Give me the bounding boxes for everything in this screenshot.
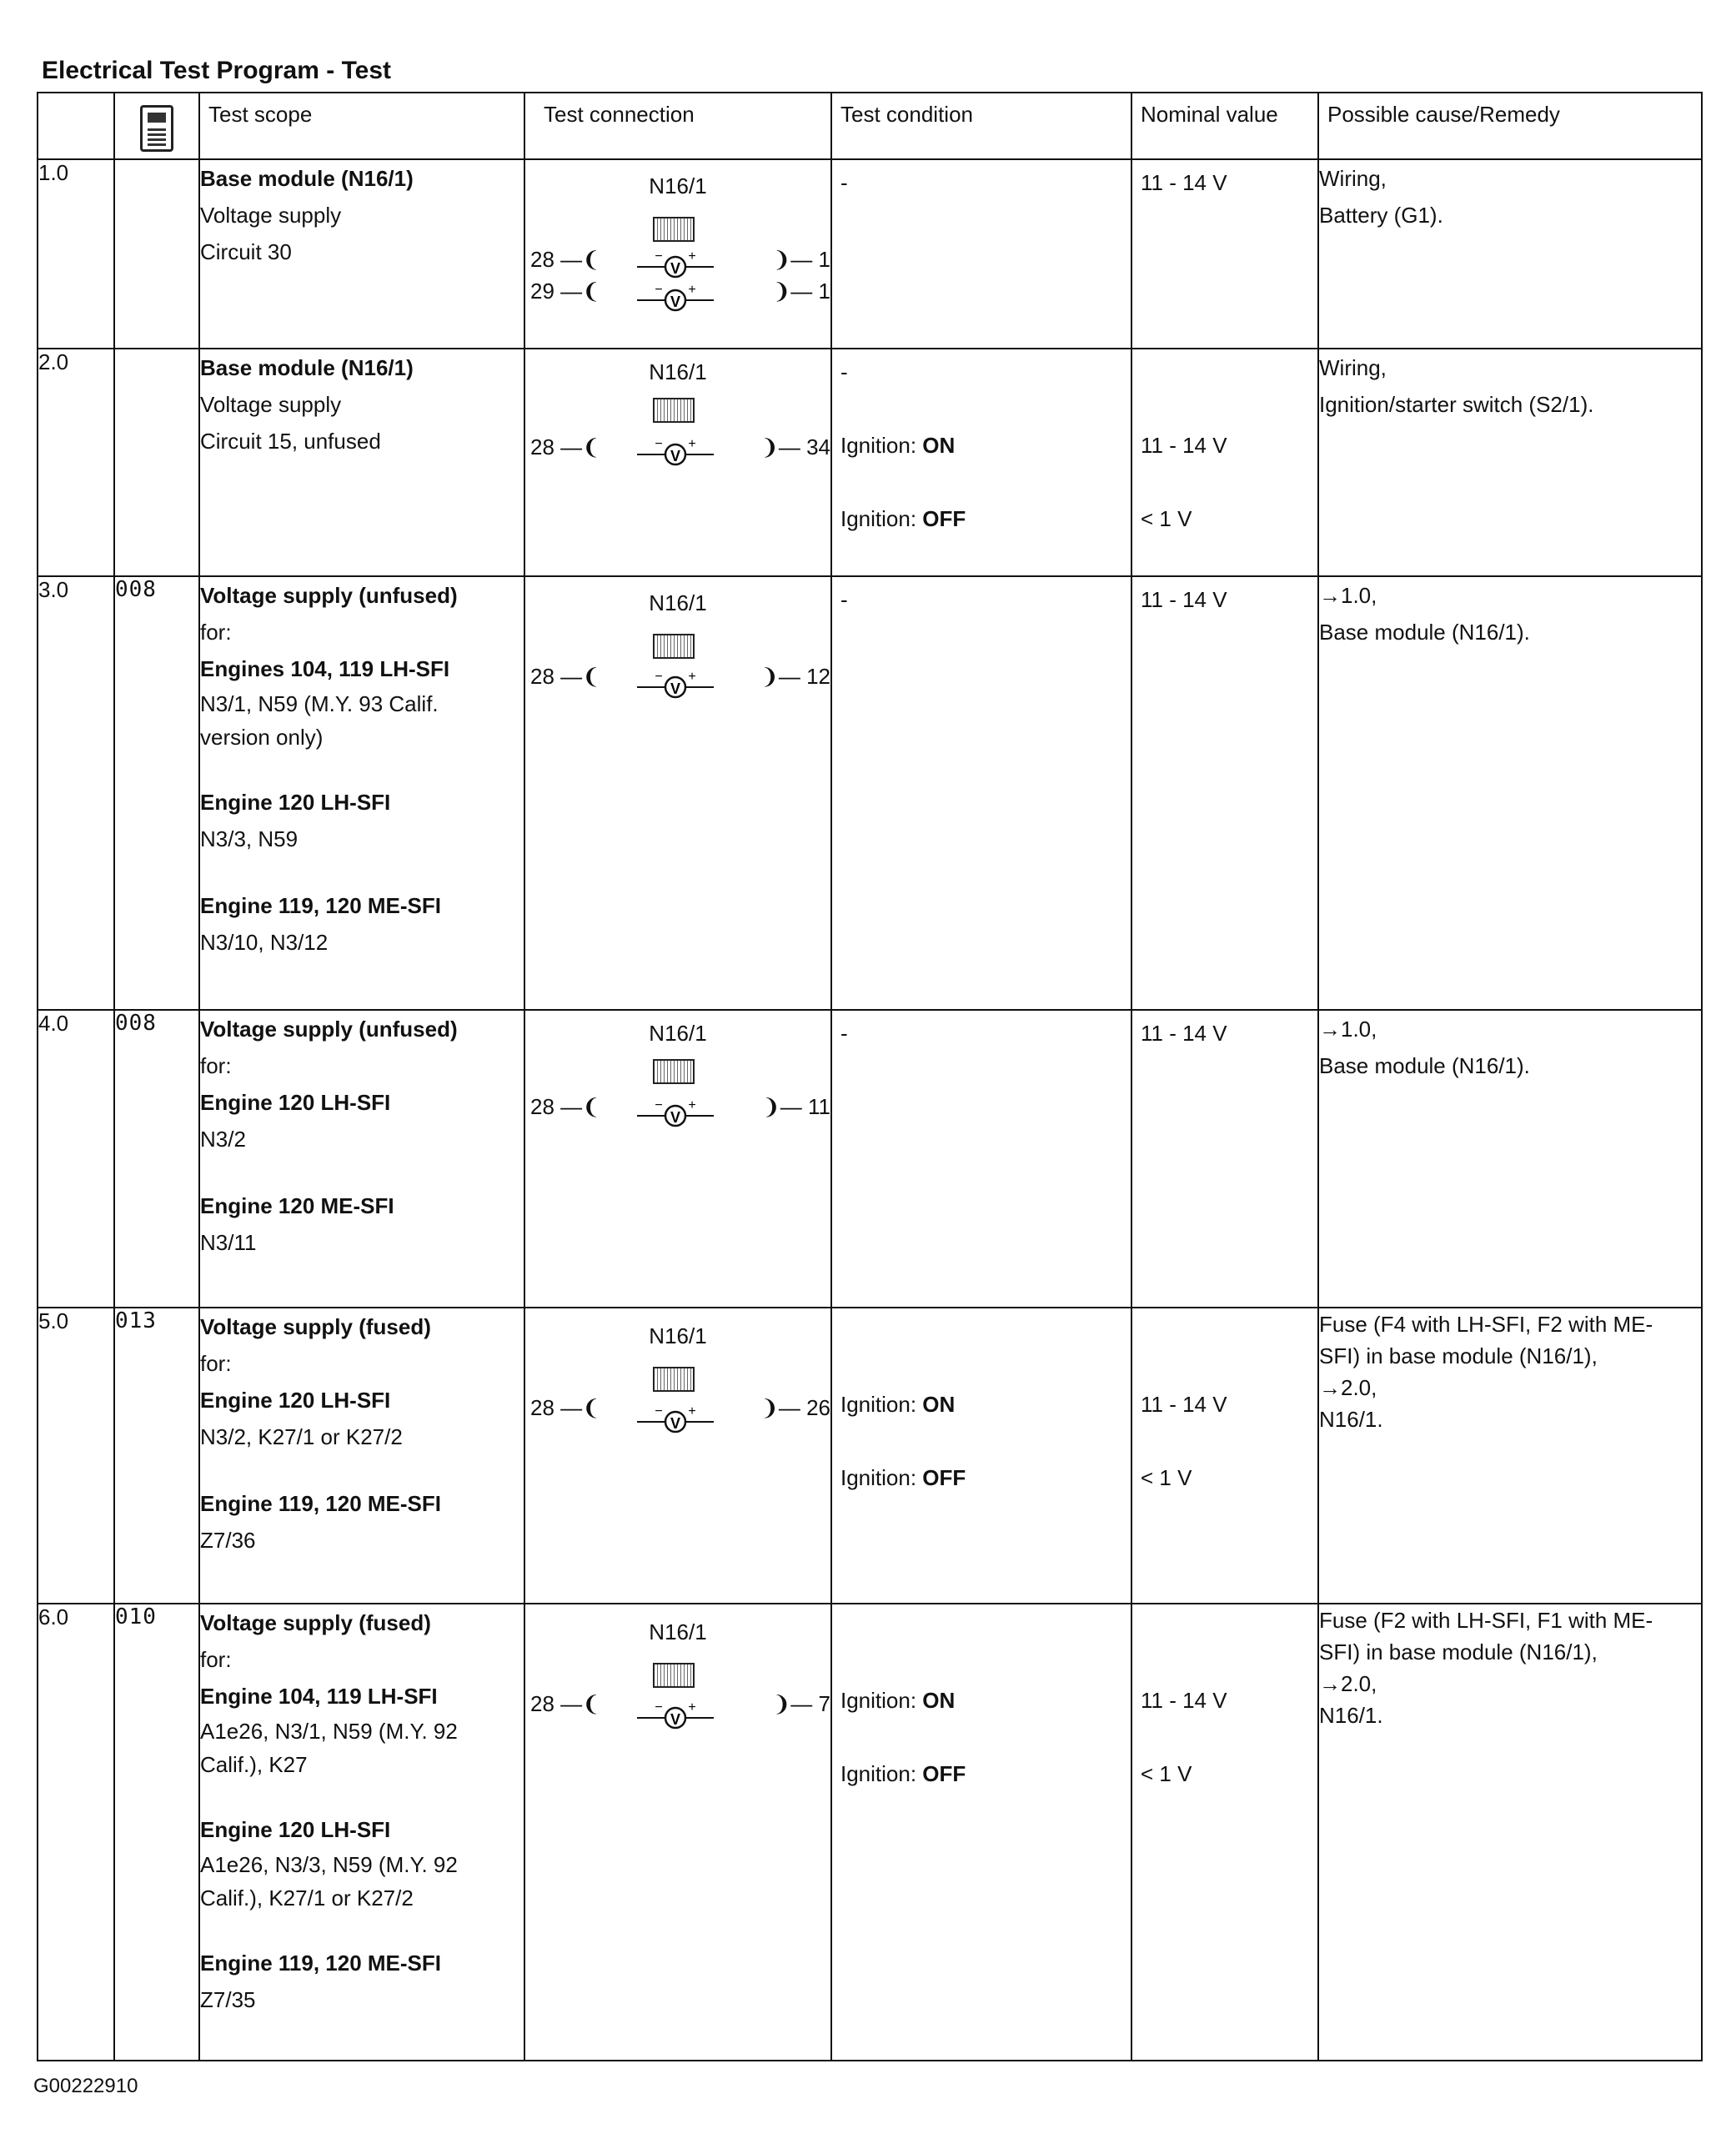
header-cause: Possible cause/Remedy — [1318, 93, 1702, 159]
nominal-value: 11 - 14 V — [1131, 159, 1318, 349]
test-connection: N16/1 28 —❨ ❩— 11 V − + — [524, 1010, 831, 1308]
test-condition: - — [831, 159, 1131, 349]
fault-code — [114, 349, 199, 576]
svg-text:+: + — [688, 1097, 696, 1112]
step-number: 5.0 — [38, 1308, 114, 1604]
voltmeter-icon — [634, 249, 717, 324]
fault-code: 008 — [114, 1010, 199, 1308]
svg-text:+: + — [688, 1700, 696, 1715]
fault-code: 013 — [114, 1308, 199, 1604]
test-condition: Ignition: ON Ignition: OFF — [831, 1604, 1131, 2061]
table-row — [38, 1308, 1702, 1604]
test-table — [37, 92, 1703, 2061]
step-number: 2.0 — [38, 349, 114, 576]
test-connection: N16/1 28 —❨ ❩— 26 V − + — [524, 1308, 831, 1604]
fault-code: 010 — [114, 1604, 199, 2061]
voltmeter-icon — [634, 1400, 717, 1442]
control-module-icon — [653, 217, 695, 242]
nominal-value: 11 - 14 V — [1131, 1010, 1318, 1308]
possible-cause: Fuse (F2 with LH-SFI, F1 with ME- SFI) in base module (N16/1), →2.0, N16/1. — [1318, 1604, 1702, 2061]
svg-text:+: + — [688, 437, 696, 452]
test-connection: N16/1 28 —❨ ❩— 34 V − + — [524, 349, 831, 576]
svg-text:+: + — [688, 283, 696, 298]
table-row — [38, 159, 1702, 349]
step-number: 4.0 — [38, 1010, 114, 1308]
svg-text:V: V — [670, 1711, 681, 1729]
svg-text:+: + — [688, 1403, 696, 1418]
nominal-value: 11 - 14 V — [1131, 576, 1318, 1010]
possible-cause: Wiring, Battery (G1). — [1318, 159, 1702, 349]
svg-text:−: − — [655, 669, 663, 684]
svg-text:−: − — [655, 1700, 663, 1715]
test-connection: N16/1 28 —❨ 29 —❨ ❩— 1 ❩— 1 V − + V − + — [524, 159, 831, 349]
svg-text:−: − — [655, 283, 663, 298]
nominal-value: 11 - 14 V < 1 V — [1131, 349, 1318, 576]
nominal-value: 11 - 14 V < 1 V — [1131, 1308, 1318, 1604]
possible-cause: →1.0, Base module (N16/1). — [1318, 576, 1702, 1010]
step-number: 3.0 — [38, 576, 114, 1010]
test-scope: Voltage supply (fused) for: Engine 120 LH-SFI N3/2, K27/1 or K27/2 Engine 119, 120 ME-SFI Z7/36 — [199, 1308, 524, 1604]
header-code — [114, 93, 199, 159]
svg-text:−: − — [655, 1403, 663, 1418]
control-module-icon — [653, 398, 695, 423]
test-connection: N16/1 28 —❨ ❩— 7 V − + — [524, 1604, 831, 2061]
test-condition: Ignition: ON Ignition: OFF — [831, 1308, 1131, 1604]
control-module-icon — [653, 1367, 695, 1392]
test-condition: - — [831, 576, 1131, 1010]
test-scope: Voltage supply (unfused) for: Engines 104, 119 LH-SFI N3/1, N59 (M.Y. 93 Calif. version only) Engine 120 LH-SFI N3/3, N59 Engine 119, 120 ME-SFI N3/10, N3/12 — [199, 576, 524, 1010]
svg-text:V: V — [670, 1414, 681, 1432]
table-row — [38, 576, 1702, 1010]
voltmeter-icon — [634, 1696, 717, 1738]
nominal-value: 11 - 14 V < 1 V — [1131, 1604, 1318, 2061]
svg-text:−: − — [655, 249, 663, 264]
table-row — [38, 1010, 1702, 1308]
voltmeter-icon — [634, 1094, 717, 1136]
header-connection: Test connection — [524, 93, 831, 159]
test-scope: Base module (N16/1) Voltage supply Circuit 15, unfused — [199, 349, 524, 576]
fault-code: 008 — [114, 576, 199, 1010]
possible-cause: Wiring, Ignition/starter switch (S2/1). — [1318, 349, 1702, 576]
control-module-icon — [653, 1663, 695, 1688]
page-title: Electrical Test Program - Test — [42, 57, 392, 84]
figure-id: G00222910 — [33, 2075, 138, 2097]
header-step — [38, 93, 114, 159]
header-scope: Test scope — [199, 93, 524, 159]
header-condition: Test condition — [831, 93, 1131, 159]
possible-cause: →1.0, Base module (N16/1). — [1318, 1010, 1702, 1308]
svg-text:V: V — [670, 260, 681, 278]
svg-text:−: − — [655, 437, 663, 452]
control-module-icon — [653, 634, 695, 659]
voltmeter-icon — [634, 665, 717, 707]
test-scope: Voltage supply (fused) for: Engine 104, 119 LH-SFI A1e26, N3/1, N59 (M.Y. 92 Calif.), K27 Engine 120 LH-SFI A1e26, N3/3, N59 (M.Y. 92 Calif.), K27/1 or K27/2 Engine 119, 120 ME-SFI Z7/35 — [199, 1604, 524, 2061]
svg-text:V: V — [670, 1108, 681, 1126]
header-nominal: Nominal value — [1131, 93, 1318, 159]
test-connection: N16/1 28 —❨ ❩— 12 V − + — [524, 576, 831, 1010]
table-row — [38, 349, 1702, 576]
possible-cause: Fuse (F4 with LH-SFI, F2 with ME- SFI) in base module (N16/1), →2.0, N16/1. — [1318, 1308, 1702, 1604]
voltmeter-icon — [634, 433, 717, 474]
svg-text:−: − — [655, 1097, 663, 1112]
test-condition: - Ignition: ON Ignition: OFF — [831, 349, 1131, 576]
table-row — [38, 1604, 1702, 2061]
step-number: 1.0 — [38, 159, 114, 349]
multimeter-icon — [140, 105, 173, 152]
svg-text:V: V — [670, 448, 681, 465]
step-number: 6.0 — [38, 1604, 114, 2061]
fault-code — [114, 159, 199, 349]
svg-text:V: V — [670, 294, 681, 311]
control-module-icon — [653, 1059, 695, 1084]
table-header-row — [38, 93, 1702, 159]
svg-text:+: + — [688, 249, 696, 264]
svg-text:+: + — [688, 669, 696, 684]
svg-text:V: V — [670, 680, 681, 697]
test-scope: Base module (N16/1) Voltage supply Circuit 30 — [199, 159, 524, 349]
test-condition: - — [831, 1010, 1131, 1308]
test-scope: Voltage supply (unfused) for: Engine 120 LH-SFI N3/2 Engine 120 ME-SFI N3/11 — [199, 1010, 524, 1308]
